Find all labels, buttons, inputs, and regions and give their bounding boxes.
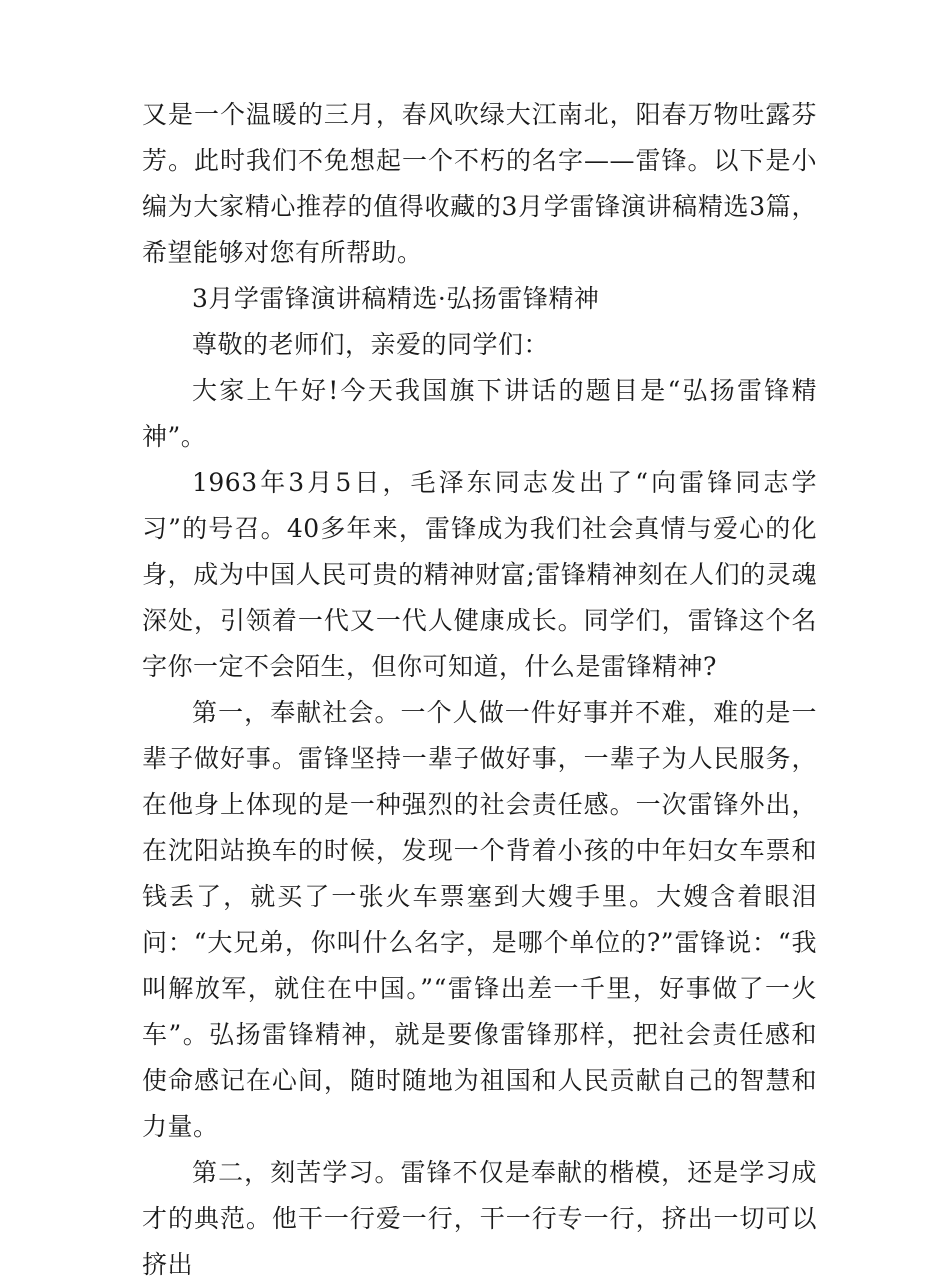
paragraph-point-one: 第一，奉献社会。一个人做一件好事并不难，难的是一辈子做好事。雷锋坚持一辈子做好事，一辈子为人民服务，在他身上体现的是一种强烈的社会责任感。一次雷锋外出，在沈阳站换车的时候，发现一个背着小孩的中年妇女车票和钱丢了，就买了一张火车票塞到大嫂手里。大嫂含着眼泪问：“大兄弟，你叫什么名字，是哪个单位的?”雷锋说：“我叫解放军，就住在中国。”“雷锋出差一千里，好事做了一火车”。弘扬雷锋精神，就是要像雷锋那样，把社会责任感和使命感记在心间，随时随地为祖国和人民贡献自己的智慧和力量。 (142, 698, 817, 1141)
paragraph-history: 1963年3月5日，毛泽东同志发出了“向雷锋同志学习”的号召。40多年来，雷锋成为我们社会真情与爱心的化身，成为中国人民可贵的精神财富;雷锋精神刻在人们的灵魂深处，引领着一代又一代人健康成长。同学们，雷锋这个名字你一定不会陌生，但你可知道，什么是雷锋精神? (142, 468, 817, 681)
paragraph-intro: 又是一个温暖的三月，春风吹绿大江南北，阳春万物吐露芬芳。此时我们不免想起一个不朽的名字——雷锋。以下是小编为大家精心推荐的值得收藏的3月学雷锋演讲稿精选3篇，希望能够对您有所帮助。 (142, 100, 817, 267)
paragraph-greeting: 大家上午好!今天我国旗下讲话的题目是“弘扬雷锋精神”。 (142, 376, 817, 451)
paragraph-speech-title: 3月学雷锋演讲稿精选·弘扬雷锋精神 (192, 284, 600, 313)
document-body (142, 92, 817, 1288)
paragraph-point-two: 第二，刻苦学习。雷锋不仅是奉献的楷模，还是学习成才的典范。他干一行爱一行，干一行专一行，挤出一切可以挤出 (142, 1158, 817, 1279)
paragraph-salutation: 尊敬的老师们，亲爱的同学们： (192, 330, 550, 359)
